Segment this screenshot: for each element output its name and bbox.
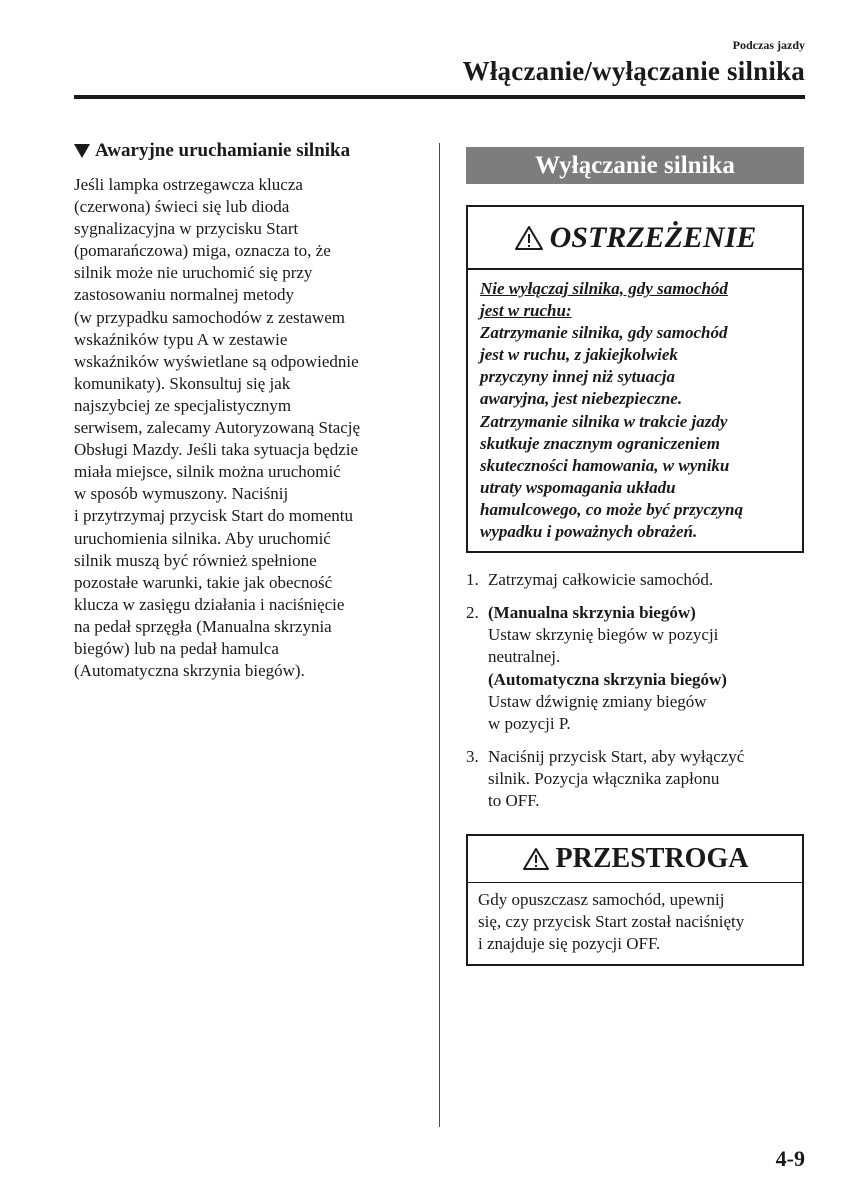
caution-title-text: PRZESTROGA xyxy=(555,843,749,875)
warning-line: hamulcowego, co może być przyczyną xyxy=(480,499,743,519)
warning-title-text: OSTRZEŻENIE xyxy=(549,220,757,254)
step-item xyxy=(466,602,804,735)
text-line: komunikaty). Skonsultuj się jak xyxy=(74,373,291,393)
automatic-gearbox-label: (Automatyczna skrzynia biegów) xyxy=(488,669,727,689)
step-line: w pozycji P. xyxy=(488,713,571,733)
step-item xyxy=(466,746,804,812)
left-column xyxy=(74,140,424,682)
caution-title xyxy=(468,836,802,883)
emergency-start-heading-text: Awaryjne uruchamianie silnika xyxy=(95,140,351,161)
step-number: 3. xyxy=(466,746,479,766)
step-line: Ustaw skrzynię biegów w pozycji xyxy=(488,625,719,645)
text-line: biegów) lub na pedał hamulca xyxy=(74,638,279,658)
section-banner: Wyłączanie silnika xyxy=(466,147,804,184)
step-number: 2. xyxy=(466,603,479,623)
warning-line: Zatrzymanie silnika w trakcie jazdy xyxy=(480,411,728,431)
step-line: Ustaw dźwignię zmiany biegów xyxy=(488,691,707,711)
caution-box xyxy=(466,834,804,966)
section-label: Podczas jazdy xyxy=(732,38,805,52)
warning-line: awaryjna, jest niebezpieczne. xyxy=(480,389,683,409)
page-title: Włączanie/wyłączanie silnika xyxy=(462,56,805,86)
caution-triangle-icon xyxy=(522,847,550,871)
text-line: najszybciej ze specjalistycznym xyxy=(74,395,292,415)
warning-line: przyczyny innej niż sytuacja xyxy=(480,367,676,387)
warning-line: utraty wspomagania układu xyxy=(480,477,676,497)
step-body xyxy=(488,569,804,591)
text-line: Obsługi Mazdy. Jeśli taka sytuacja będzie xyxy=(74,440,359,460)
caution-line: Gdy opuszczasz samochód, upewnij xyxy=(478,890,725,910)
header-rule xyxy=(74,95,805,99)
warning-line: skutkuje znacznym ograniczeniem xyxy=(480,433,720,453)
triangle-down-icon xyxy=(74,144,90,158)
text-line: zastosowaniu normalnej metody xyxy=(74,285,295,305)
warning-line: Zatrzymanie silnika, gdy samochód xyxy=(480,323,728,343)
warning-content xyxy=(468,270,802,551)
text-line: (Automatyczna skrzynia biegów). xyxy=(74,661,305,681)
text-line: i przytrzymaj przycisk Start do momentu xyxy=(74,506,354,526)
warning-underline-line: Nie wyłączaj silnika, gdy samochód xyxy=(480,279,728,298)
warning-line: skuteczności hamowania, w wyniku xyxy=(480,455,730,475)
step-line: Zatrzymaj całkowicie samochód. xyxy=(488,570,714,590)
warning-line: wypadku i poważnych obrażeń. xyxy=(480,522,698,542)
text-line: (w przypadku samochodów z zestawem xyxy=(74,307,345,327)
text-line: silnik muszą być również spełnione xyxy=(74,550,317,570)
text-line: w sposób wymuszony. Naciśnij xyxy=(74,484,289,504)
caution-content xyxy=(468,883,802,964)
text-line: wskaźników wyświetlane są odpowiednie xyxy=(74,351,359,371)
manual-gearbox-label: (Manualna skrzynia biegów) xyxy=(488,603,696,623)
text-line: Jeśli lampka ostrzegawcza klucza xyxy=(74,175,303,194)
caution-line: i znajduje się pozycji OFF. xyxy=(478,934,661,954)
emergency-start-heading xyxy=(74,140,424,162)
text-line: wskaźników typu A w zestawie xyxy=(74,329,288,349)
text-line: (pomarańczowa) miga, oznacza to, że xyxy=(74,241,331,261)
text-line: (czerwona) świeci się lub dioda xyxy=(74,197,290,217)
text-line: klucza w zasięgu działania i naciśnięcie xyxy=(74,594,345,614)
text-line: uruchomienia silnika. Aby uruchomić xyxy=(74,528,331,548)
text-line: na pedał sprzęgła (Manualna skrzynia xyxy=(74,616,332,636)
emergency-start-text xyxy=(74,174,424,682)
step-line: to OFF. xyxy=(488,790,540,810)
right-column xyxy=(466,147,804,966)
text-line: silnik może nie uruchomić się przy xyxy=(74,263,313,283)
text-line: sygnalizacyjna w przycisku Start xyxy=(74,219,299,239)
warning-underline-line: jest w ruchu: xyxy=(480,301,572,321)
step-line: silnik. Pozycja włącznika zapłonu xyxy=(488,768,720,788)
step-body xyxy=(488,746,804,812)
shutdown-steps xyxy=(466,569,804,812)
step-item xyxy=(466,569,804,591)
step-line: neutralnej. xyxy=(488,647,561,667)
text-line: serwisem, zalecamy Autoryzowaną Stację xyxy=(74,418,361,438)
step-line: Naciśnij przycisk Start, aby wyłączyć xyxy=(488,746,745,766)
warning-line: jest w ruchu, z jakiejkolwiek xyxy=(480,345,678,365)
column-divider xyxy=(439,143,440,1127)
page-number: 4-9 xyxy=(775,1146,805,1171)
warning-triangle-icon xyxy=(514,225,544,251)
text-line: miała miejsce, silnik można uruchomić xyxy=(74,462,341,482)
warning-title xyxy=(468,207,802,270)
caution-line: się, czy przycisk Start został naciśnięty xyxy=(478,912,745,932)
step-body xyxy=(488,602,804,735)
step-number: 1. xyxy=(466,570,479,590)
warning-box xyxy=(466,205,804,553)
text-line: pozostałe warunki, takie jak obecność xyxy=(74,572,333,592)
